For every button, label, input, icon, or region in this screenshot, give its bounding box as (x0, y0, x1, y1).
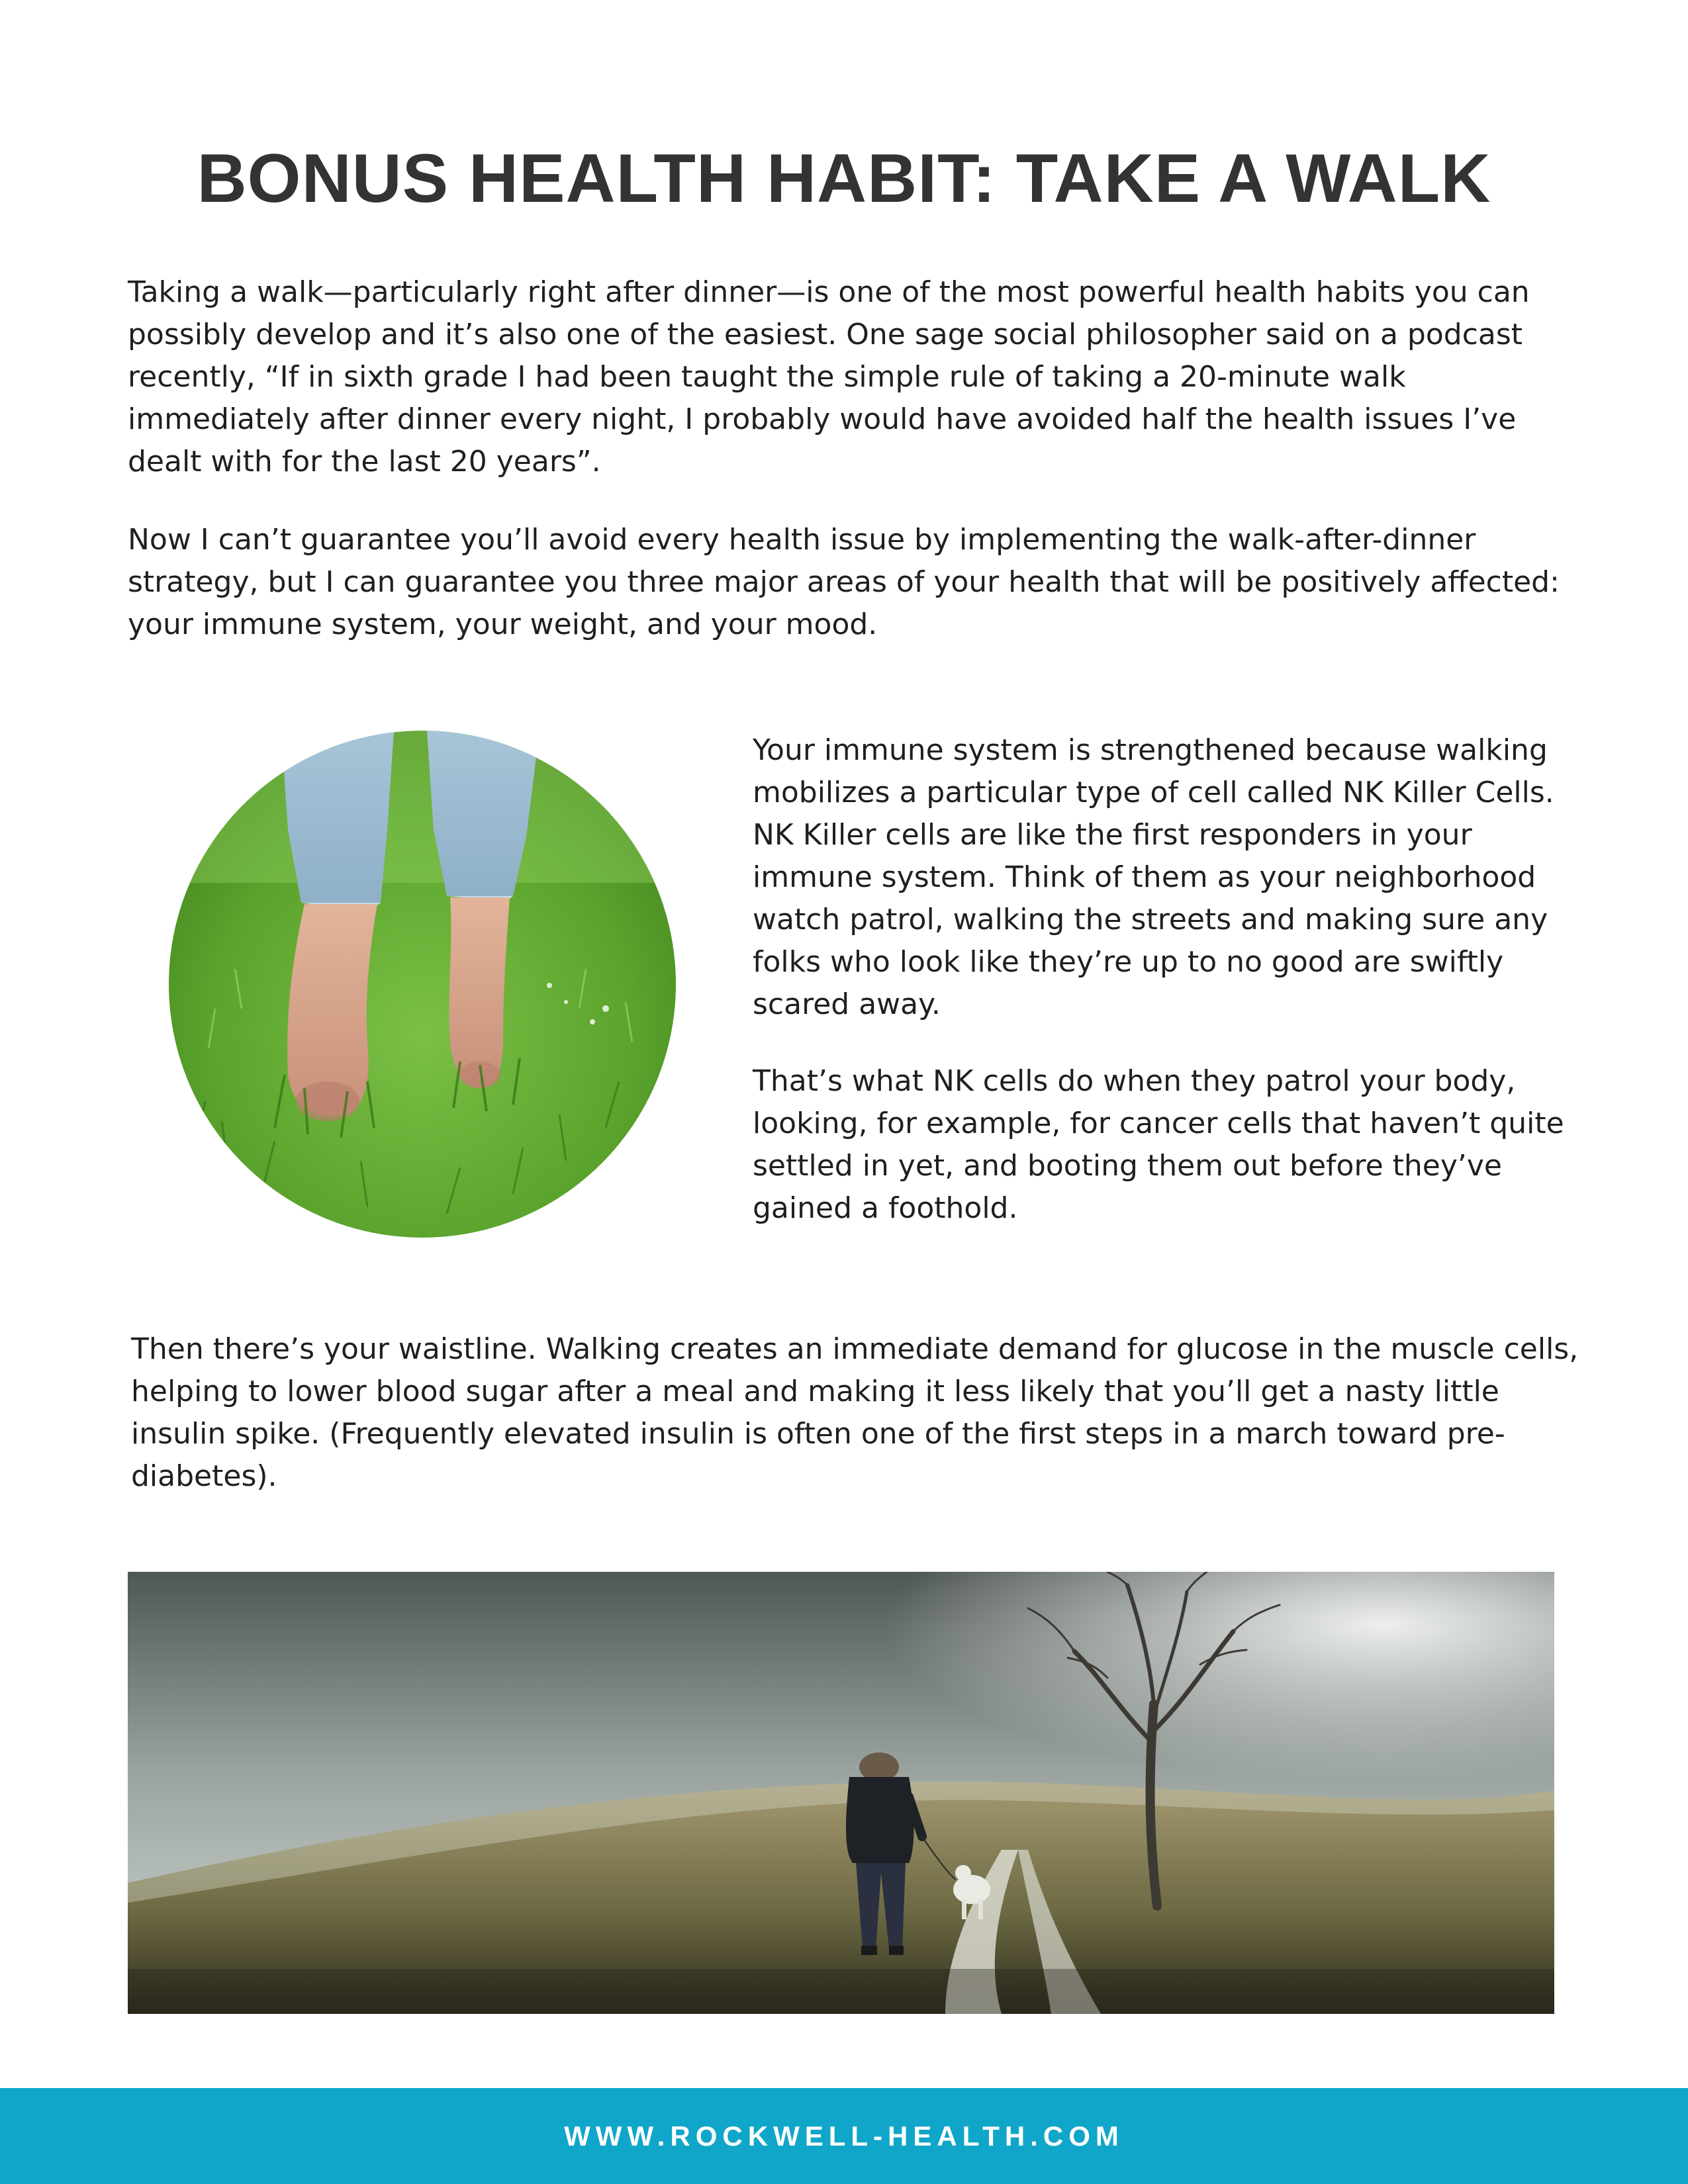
foggy-walk-photo (128, 1572, 1554, 2014)
waistline-paragraph: Then there’s your waistline. Walking creates an immediate demand for glucose in the muscle cells, helping to lower blood sugar after a meal and making it less likely that you’ll get a nasty little insulin spike. (Frequently elevated insulin is often one of the first steps in a march toward pre-diabetes). (131, 1332, 1579, 1493)
foggy-walk-illustration (128, 1572, 1554, 2014)
footer-website-link[interactable]: WWW.ROCKWELL-HEALTH.COM (564, 2120, 1124, 2152)
footer-bar (0, 2088, 1688, 2184)
intro-paragraph-1: Taking a walk—particularly right after dinner—is one of the most powerful health habits you can possibly develop and it’s also one of the easiest. One sage social philosopher said on a podcast recently, “If in sixth grade I had been taught the simple rule of taking a 20-minute walk immediately after dinner every night, I probably would have avoided half the health issues I’ve dealt with for the last 20 years”. (128, 275, 1530, 478)
immune-paragraph-1: Your immune system is strengthened because walking mobilizes a particular type of cell called NK Killer Cells. NK Killer cells are like the first responders in your immune system. Think of them as your neighborhood watch patrol, walking the streets and making sure any folks who look like they’re up to no good are swiftly scared away. (753, 733, 1554, 1021)
intro-paragraph-2: Now I can’t guarantee you’ll avoid every health issue by implementing the walk-after-dinner strategy, but I can guarantee you three major areas of your health that will be positively affected: your immune system, your weight, and your mood. (128, 523, 1560, 641)
barefoot-grass-illustration (169, 731, 676, 1238)
immune-paragraph-2: That’s what NK cells do when they patrol your body, looking, for example, for cancer cells that haven’t quite settled in yet, and booting them out before they’ve gained a foothold. (753, 1064, 1564, 1225)
barefoot-grass-photo (169, 731, 676, 1238)
page-title: BONUS HEALTH HABIT: TAKE A WALK (197, 140, 1491, 217)
